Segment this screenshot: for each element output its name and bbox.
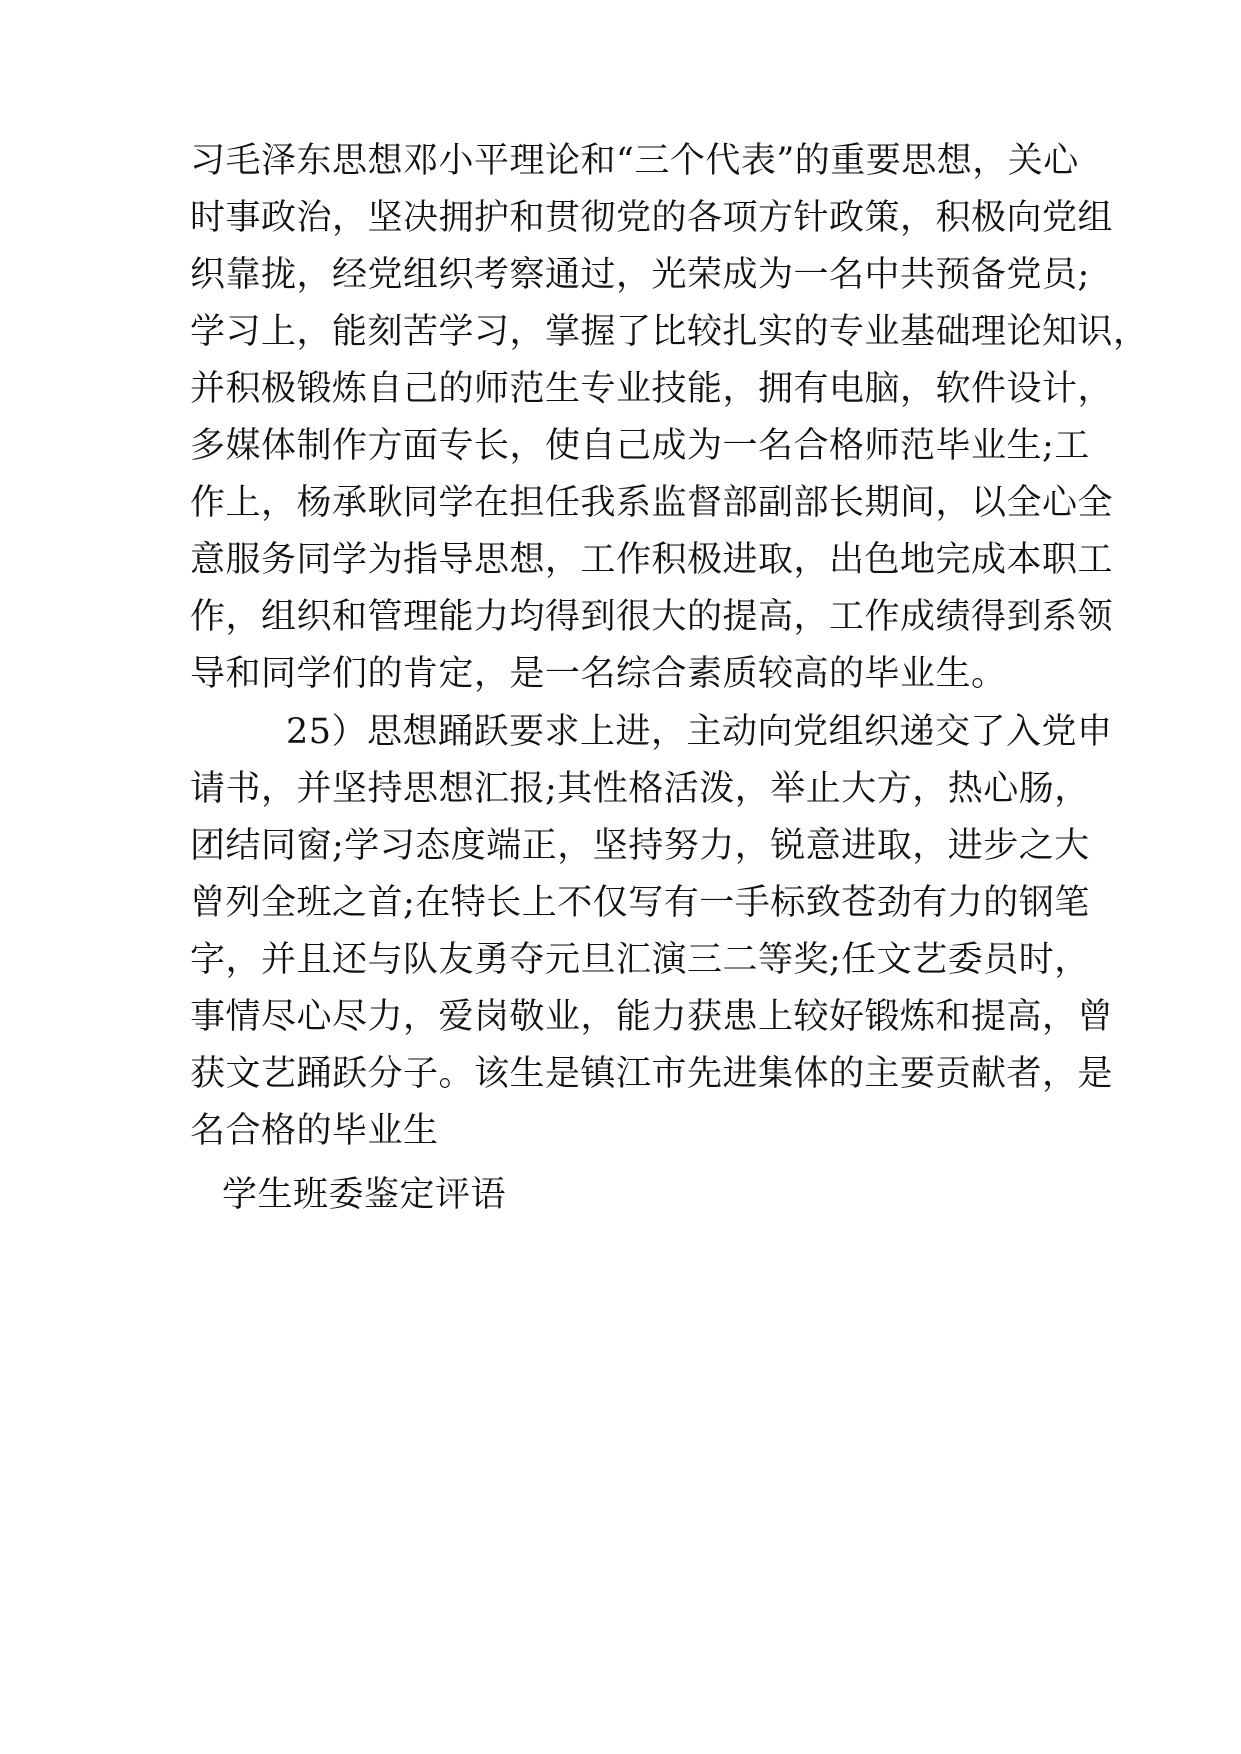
- paragraph-1-line-4: 学习上，能刻苦学习，掌握了比较扎实的专业基础理论知识，: [190, 312, 1149, 352]
- paragraph-1-line-3: 织靠拢，经党组织考察通过，光荣成为一名中共预备党员;: [190, 255, 1090, 295]
- paragraph-2-line-7: 获文艺踊跃分子。该生是镇江市先进集体的主要贡献者，是: [190, 1054, 1114, 1094]
- paragraph-1-line-6: 多媒体制作方面专长，使自己成为一名合格师范毕业生;工: [190, 426, 1090, 466]
- paragraph-2-line-4: 曾列全班之首;在特长上不仅写有一手标致苍劲有力的钢笔: [190, 883, 1090, 923]
- paragraph-1-line-5: 并积极锻炼自己的师范生专业技能，拥有电脑，软件设计，: [190, 369, 1114, 409]
- paragraph-2-line-8: 名合格的毕业生: [190, 1111, 439, 1151]
- paragraph-1-line-1: 习毛泽东思想邓小平理论和“三个代表”的重要思想，关心: [190, 141, 1079, 181]
- paragraph-1-line-10: 导和同学们的肯定，是一名综合素质较高的毕业生。: [190, 654, 1007, 694]
- paragraph-2-line-1: 25）思想踊跃要求上进，主动向党组织递交了入党申: [286, 712, 1113, 752]
- paragraph-2-line-2: 请书，并坚持思想汇报;其性格活泼，举止大方，热心肠，: [190, 769, 1090, 809]
- paragraph-2-line-5: 字，并且还与队友勇夺元旦汇演三二等奖;任文艺委员时，: [190, 940, 1090, 980]
- paragraph-1-line-2: 时事政治，坚决拥护和贯彻党的各项方针政策，积极向党组: [190, 198, 1114, 238]
- paragraph-1-line-8: 意服务同学为指导思想，工作积极进取，出色地完成本职工: [190, 540, 1114, 580]
- paragraph-1-line-7: 作上，杨承耿同学在担任我系监督部副部长期间，以全心全: [190, 483, 1114, 523]
- paragraph-2-line-6: 事情尽心尽力，爱岗敬业，能力获患上较好锻炼和提高，曾: [190, 997, 1114, 1037]
- section-heading: 学生班委鉴定评语: [222, 1175, 507, 1215]
- paragraph-1-line-9: 作，组织和管理能力均得到很大的提高，工作成绩得到系领: [190, 597, 1114, 637]
- paragraph-2-line-3: 团结同窗;学习态度端正，坚持努力，锐意进取，进步之大: [190, 826, 1090, 866]
